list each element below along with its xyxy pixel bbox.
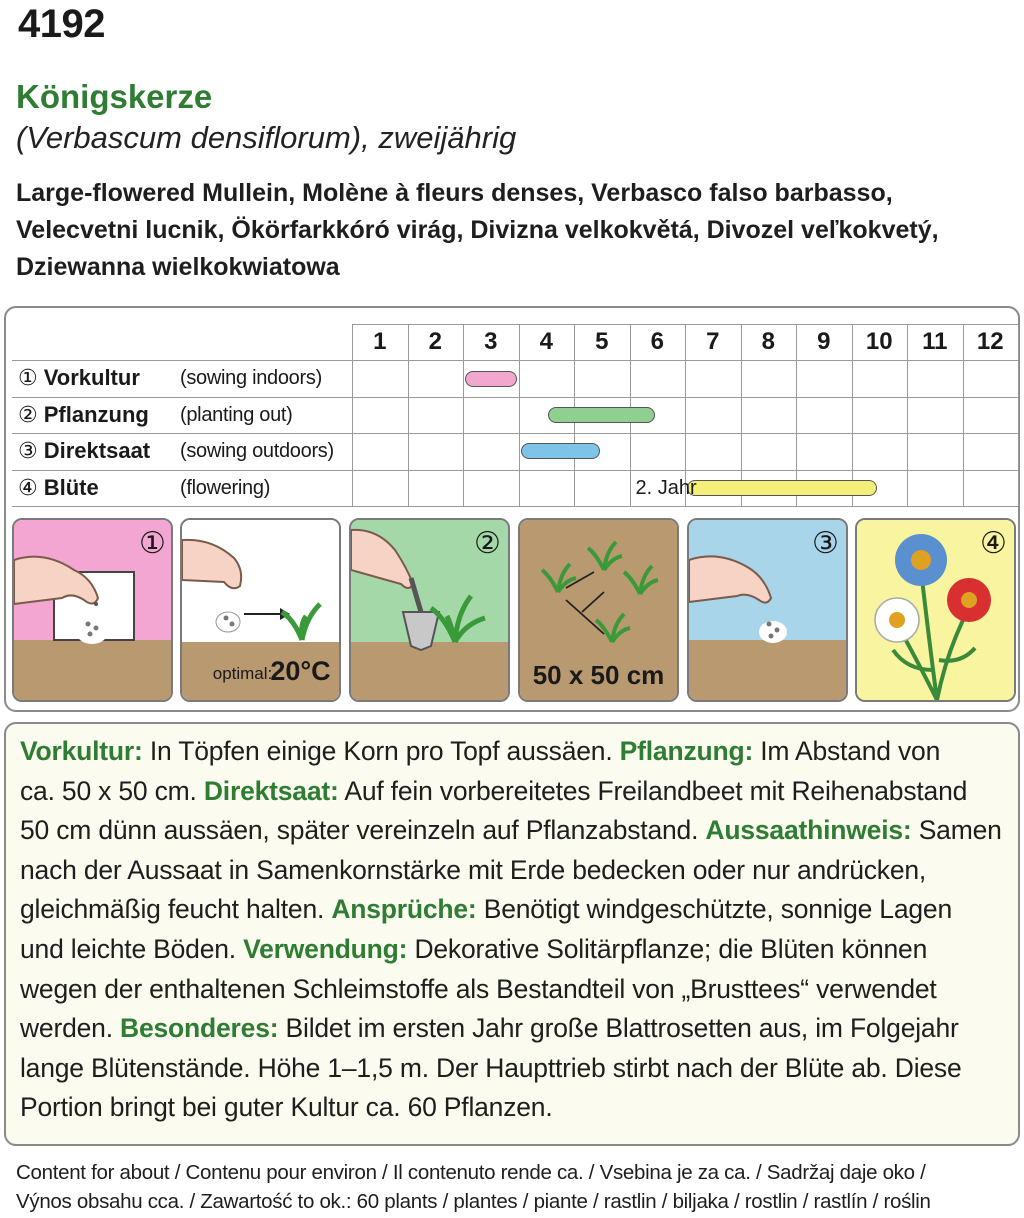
- month-header: 1: [373, 328, 387, 355]
- grid-line: [1018, 324, 1019, 506]
- row-label-de: Vorkultur: [43, 365, 140, 391]
- tile-germination: [180, 518, 341, 702]
- month-header: 4: [539, 328, 553, 355]
- row-number: ②: [18, 401, 38, 427]
- period-bar: [465, 371, 517, 387]
- description-text: Samen: [911, 815, 1002, 846]
- cultivation-text: [20, 732, 1014, 1128]
- calendar-row-label: [18, 360, 322, 396]
- description-text: ca. 50 x 50 cm.: [20, 775, 204, 806]
- row-label-de: Direktsaat: [43, 438, 151, 464]
- section-keyword: Verwendung:: [243, 933, 408, 964]
- calendar-panel: [4, 306, 1020, 712]
- description-line: [20, 1049, 1014, 1089]
- row-label-en: (sowing outdoors): [180, 440, 334, 463]
- tile-direct-sowing: [687, 518, 848, 702]
- month-header: 12: [976, 328, 1004, 355]
- calendar-row-label: [18, 433, 334, 469]
- description-text: werden.: [20, 1013, 121, 1044]
- row-label-en: (planting out): [180, 403, 293, 426]
- calendar-row-label: [18, 470, 271, 506]
- description-text: Portion bringt bei guter Kultur ca. 60 Pflanzen.: [20, 1092, 553, 1123]
- description-line: [20, 930, 1014, 970]
- description-line: [20, 732, 1014, 772]
- latin-name: (Verbascum densiflorum), zweijährig: [16, 120, 517, 155]
- names-line: Large-flowered Mullein, Molène à fleurs denses, Verbasco falso barbasso,: [16, 179, 893, 207]
- description-text: und leichte Böden.: [20, 933, 244, 964]
- row-label-de: Pflanzung: [43, 401, 149, 427]
- footer-line: Content for about / Contenu pour environ / Il contenuto rende ca. / Vsebina je za ca. / Sadržaj daje oko /: [16, 1161, 926, 1184]
- description-line: [20, 772, 1014, 812]
- description-line: [20, 851, 1014, 891]
- step-number: ③: [812, 527, 839, 560]
- grid-line: [12, 397, 1018, 398]
- row-label-en: (flowering): [180, 476, 271, 499]
- calendar-row-label: [18, 397, 293, 433]
- section-keyword: Besonderes:: [120, 1013, 279, 1044]
- description-text: Benötigt windgeschützte, sonnige Lagen: [476, 894, 952, 925]
- step-number: ②: [474, 527, 501, 560]
- description-box: [4, 722, 1020, 1146]
- description-text: wegen der enthaltenen Schleimstoffe als Bestandteil von „Brusttees“ verwendet: [20, 973, 937, 1004]
- month-header: 10: [865, 328, 893, 355]
- tile-flowering: [855, 518, 1016, 702]
- month-header: 7: [706, 328, 720, 355]
- month-header: 9: [817, 328, 831, 355]
- product-code: 4192: [18, 2, 105, 46]
- description-line: [20, 811, 1014, 851]
- temperature-label: optimal:: [212, 664, 273, 683]
- description-text: In Töpfen einige Korn pro Topf aussäen.: [142, 736, 620, 766]
- grid-line: [12, 506, 1018, 507]
- description-line: [20, 1009, 1014, 1049]
- description-text: Auf fein vorbereitetes Freilandbeet mit Reihenabstand: [338, 775, 968, 806]
- description-text: Bildet im ersten Jahr große Blattrosetten aus, im Folgejahr: [278, 1013, 959, 1044]
- names-line: Velecvetni lucnik, Ökörfarkkóró virág, Divizna velkokvětá, Divozel veľkokvetý,: [16, 216, 939, 244]
- grid-line: [12, 470, 1018, 471]
- grid-line: [12, 433, 1018, 434]
- temperature-value: 20°C: [270, 656, 331, 686]
- description-text: Dekorative Solitärpflanze; die Blüten können: [407, 933, 928, 964]
- tile-planting-out: [349, 518, 510, 702]
- content-footer: [16, 1158, 1016, 1216]
- section-keyword: Ansprüche:: [331, 894, 477, 925]
- description-text: Im Abstand von: [753, 736, 941, 766]
- description-line: [20, 890, 1014, 930]
- row-number: ①: [18, 365, 38, 391]
- section-keyword: Aussaathinweis:: [705, 815, 912, 846]
- product-title: Königskerze: [16, 78, 213, 115]
- footer-line: Výnos obsahu cca. / Zawartość to ok.: 60 plants / plantes / piante / rastlin / biljaka / rostlin / rastlín / roślin: [16, 1190, 931, 1213]
- grid-line: [12, 360, 1018, 361]
- second-year-note: 2. Jahr: [635, 476, 697, 499]
- tile-spacing: [518, 518, 679, 702]
- description-text: nach der Aussaat in Samenkornstärke mit Erde bedecken oder nur andrücken,: [20, 854, 927, 885]
- section-keyword: Pflanzung:: [619, 736, 754, 766]
- month-header: 2: [428, 328, 442, 355]
- period-bar: [548, 407, 655, 423]
- description-line: [20, 970, 1014, 1010]
- description-text: lange Blütenstände. Höhe 1–1,5 m. Der Haupttrieb stirbt nach der Blüte ab. Diese: [20, 1052, 962, 1083]
- description-text: gleichmäßig feucht halten.: [20, 894, 332, 925]
- period-bar: [687, 480, 877, 496]
- description-line: [20, 1088, 1014, 1128]
- row-number: ④: [18, 474, 38, 500]
- section-keyword: Direktsaat:: [203, 775, 339, 806]
- names-line: Dziewanna wielkokwiatowa: [16, 253, 340, 281]
- month-header: 6: [650, 328, 664, 355]
- step-number: ④: [980, 527, 1007, 560]
- section-keyword: Vorkultur:: [20, 736, 143, 766]
- step-number: ①: [139, 527, 166, 560]
- row-label-en: (sowing indoors): [180, 367, 322, 390]
- period-bar: [521, 443, 600, 459]
- tile-sowing-indoors: [12, 518, 173, 702]
- description-text: 50 cm dünn aussäen, später vereinzeln auf Pflanzabstand.: [20, 815, 706, 846]
- row-number: ③: [18, 438, 38, 464]
- month-header: 11: [922, 328, 948, 355]
- spacing-label: 50 x 50 cm: [532, 660, 665, 690]
- translated-names: [16, 175, 1016, 286]
- month-header: 3: [484, 328, 498, 355]
- month-header: 5: [595, 328, 609, 355]
- row-label-de: Blüte: [43, 474, 99, 500]
- month-header: 8: [761, 328, 775, 355]
